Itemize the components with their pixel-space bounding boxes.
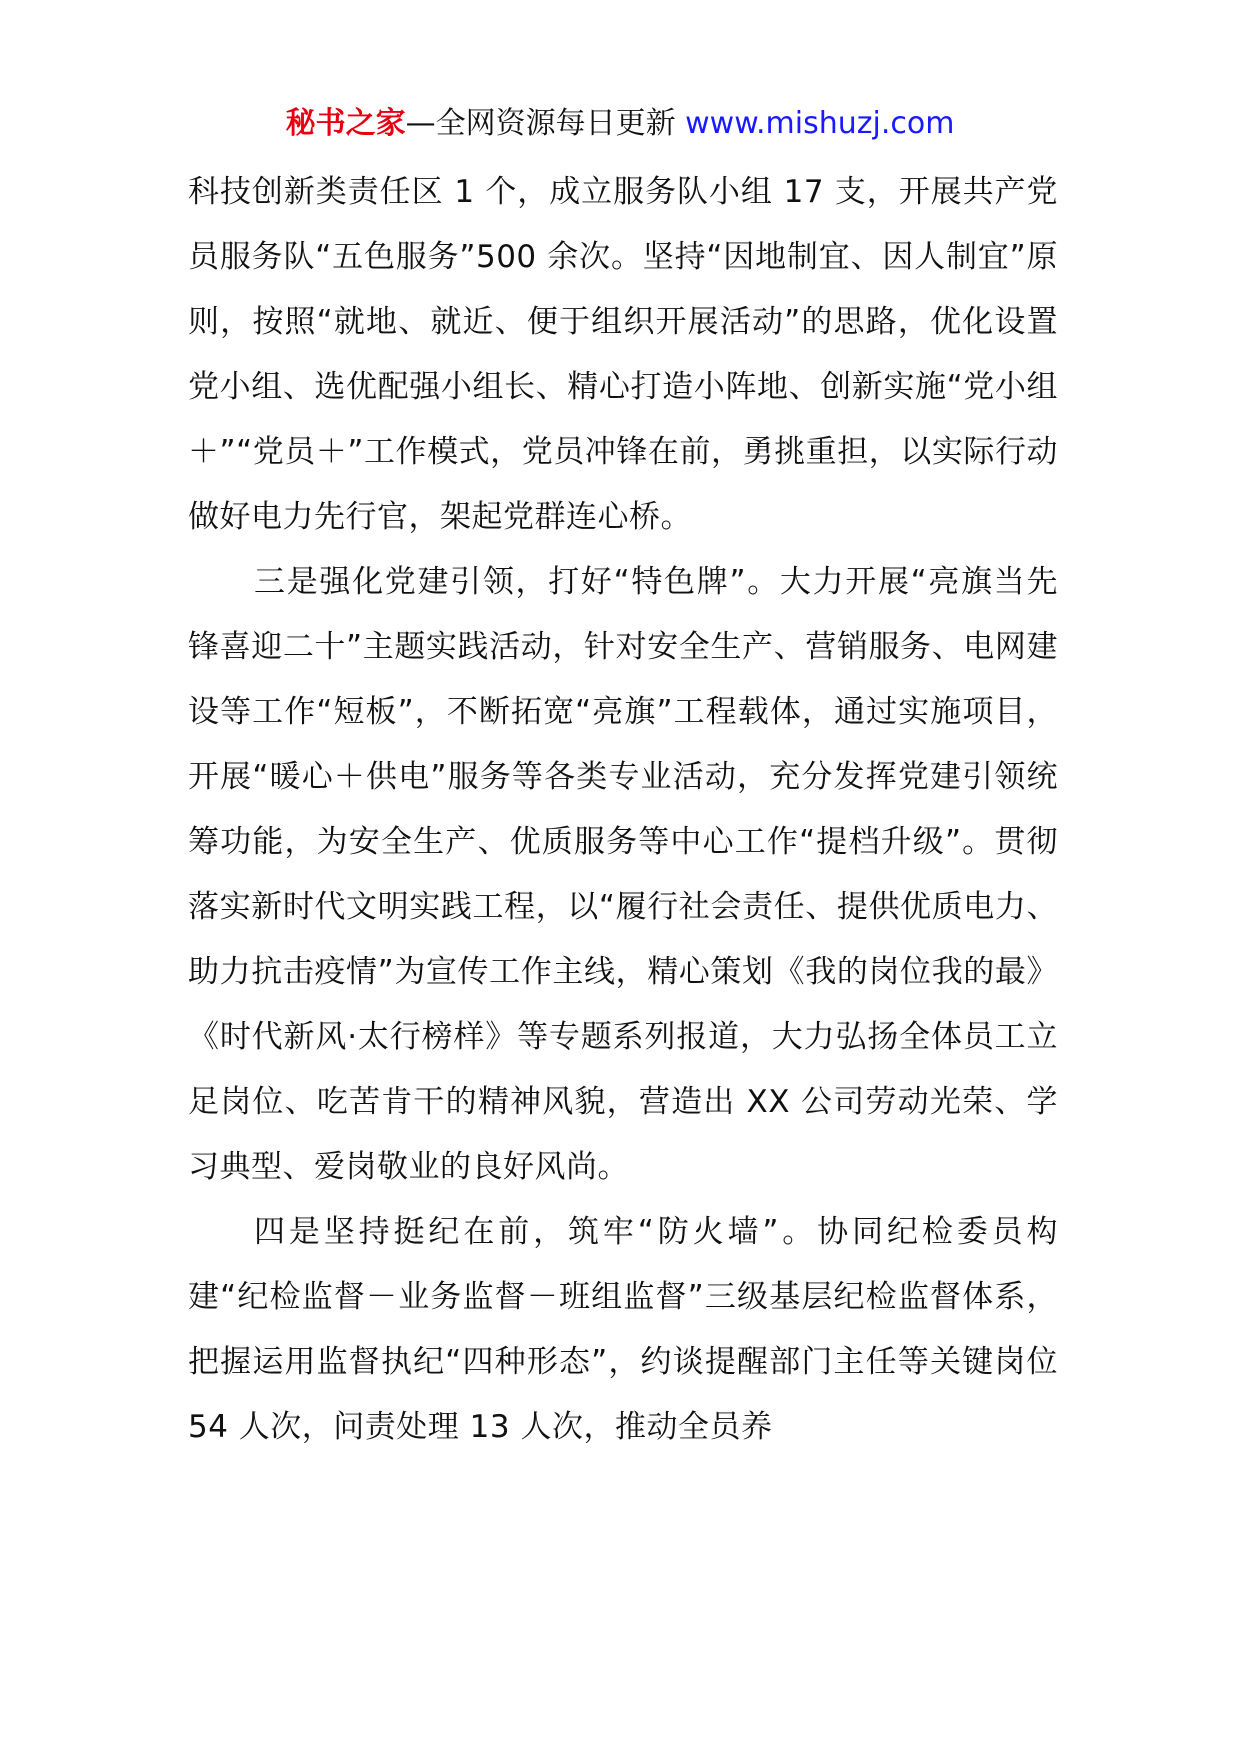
header-tagline: —全网资源每日更新	[405, 106, 676, 141]
paragraph-item-four: 四是坚持挺纪在前，筑牢“防火墙”。协同纪检委员构建“纪检监督－业务监督－班组监督”三级基层纪检监督体系，把握运用监督执纪“四种形态”，约谈提醒部门主任等关键岗位 54 人次，问责处理 13 人次，推动全员养	[188, 1214, 1058, 1445]
paragraph-item-three: 三是强化党建引领，打好“特色牌”。大力开展“亮旗当先锋喜迎二十”主题实践活动，针对安全生产、营销服务、电网建设等工作“短板”，不断拓宽“亮旗”工程载体，通过实施项目，开展“暖心＋供电”服务等各类专业活动，充分发挥党建引领统筹功能，为安全生产、优质服务等中心工作“提档升级”。贯彻落实新时代文明实践工程，以“履行社会责任、提供优质电力、助力抗击疫情”为宣传工作主线，精心策划《我的岗位我的最》《时代新风·太行榜样》等专题系列报道，大力弘扬全体员工立足岗位、吃苦肯干的精神风貌，营造出 XX 公司劳动光荣、学习典型、爱岗敬业的良好风尚。	[188, 564, 1058, 1185]
header-brand: 秘书之家	[285, 106, 406, 141]
page-header	[0, 102, 1240, 146]
paragraph-continued: 科技创新类责任区 1 个，成立服务队小组 17 支，开展共产党员服务队“五色服务”500 余次。坚持“因地制宜、因人制宜”原则，按照“就地、就近、便于组织开展活动”的思路，优化设置党小组、选优配强小组长、精心打造小阵地、创新实施“党小组＋”“党员＋”工作模式，党员冲锋在前，勇挑重担，以实际行动做好电力先行官，架起党群连心桥。	[188, 174, 1058, 535]
document-body	[188, 160, 1058, 1460]
header-url-link[interactable]: www.mishuzj.com	[685, 106, 955, 141]
